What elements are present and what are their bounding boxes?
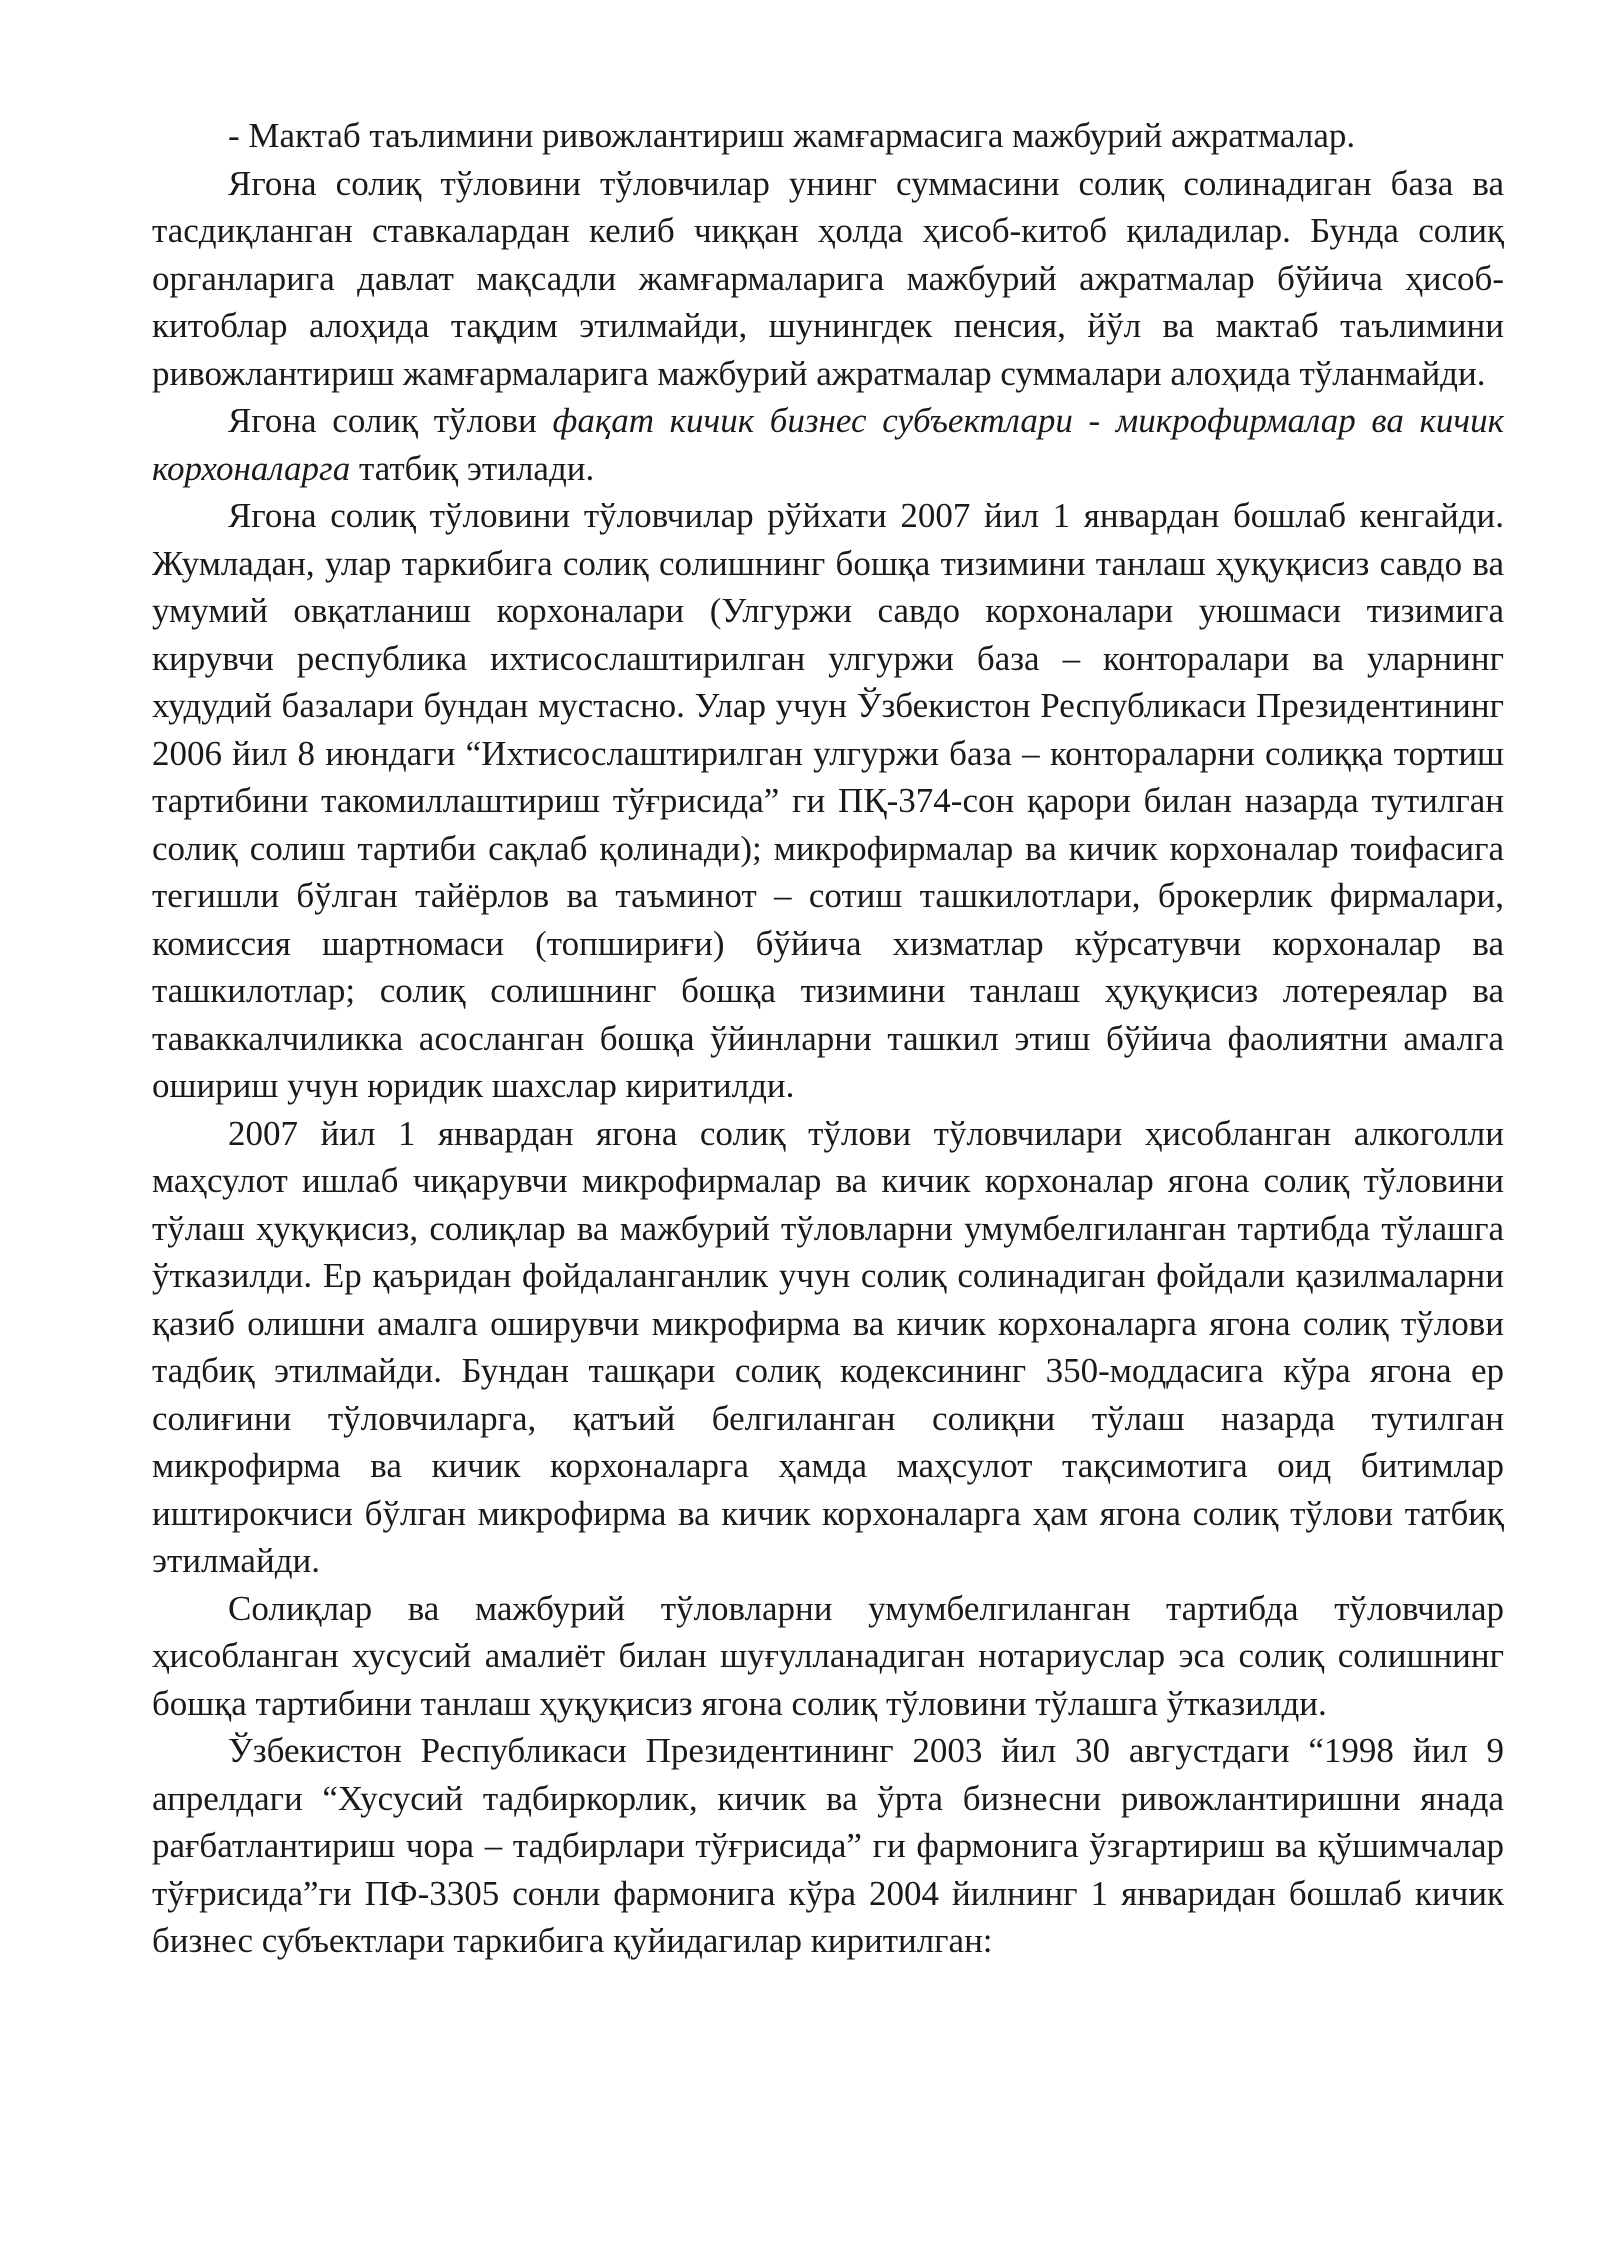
applicability-italic-text: фақат кичик бизнес субъектлари - микрофирмалар ва кичик корхоналарга <box>152 401 1504 488</box>
paragraph-payer-list: Ягона солиқ тўловини тўловчилар рўйхати 2007 йил 1 январдан бошлаб кенгайди. Жумладан, улар таркибига солиқ солишнинг бошқа тизимини танлаш ҳуқуқисиз савдо ва умумий овқатланиш корхоналари (Улгуржи савдо корхоналари уюшмаси тизимига кирувчи республика ихтисослаштирилган улгуржи база – конторалари ва уларнинг худудий базалари бундан мустасно. Улар учун Ўзбекистон Республикаси Президентининг 2006 йил 8 июндаги “Ихтисослаштирилган улгуржи база – конторaларни солиққа тортиш тартибини такомиллаштириш тўғрисида” ги ПҚ-374-сон қарори билан назарда тутилган солиқ солиш тартиби сақлаб қолинади); микрофирмалар ва кичик корхоналар тоифасига тегишли бўлган тайёрлов ва таъминот – сотиш ташкилотлари, брокерлик фирмалари, комиссия шартномаси (топшириғи) бўйича хизматлар кўрсатувчи корхоналар ва ташкилотлар; солиқ солишнинг бошқа тизимини танлаш ҳуқуқисиз лотереялар ва таваккалчиликка асосланган бошқа ўйинларни ташкил этиш бўйича фаолиятни амалга ошириш учун юридик шахслар киритилди. <box>152 496 1504 1105</box>
paragraph-applicability <box>152 397 1504 492</box>
document-page <box>152 112 1504 1965</box>
paragraph-school-fund: - Мактаб таълимини ривожлантириш жамғармасига мажбурий ажратмалар. <box>228 116 1356 155</box>
paragraph-decree: Ўзбекистон Республикаси Президентининг 2003 йил 30 августдаги “1998 йил 9 апрелдаги “Хусусий тадбиркорлик, кичик ва ўрта бизнесни ривожлантиришни янада рағбатлантириш чора – тадбирлари тўғрисида” ги фармонига ўзгартириш ва қўшимчалар тўғрисида”ги ПФ-3305 сонли фармонига кўра 2004 йилнинг 1 январидан бошлаб кичик бизнес субъектлари таркибига қуйидагилар киритилган: <box>152 1731 1504 1960</box>
paragraph-tax-calculation: Ягона солиқ тўловини тўловчилар унинг суммасини солиқ солинадиган база ва тасдиқланган ставкалардан келиб чиққан ҳолда ҳисоб-китоб қиладилар. Бунда солиқ органларига давлат мақсадли жамғармаларига мажбурий ажратмалар бўйича ҳисоб-китоблар алоҳида тақдим этилмайди, шунингдек пенсия, йўл ва мактаб таълимини ривожлантириш жамғармаларига мажбурий ажратмалар суммалари алоҳида тўланмайди. <box>152 163 1504 393</box>
paragraph-notaries: Солиқлар ва мажбурий тўловларни умумбелгиланган тартибда тўловчилар ҳисобланган хусусий амалиёт билан шуғулланадиган нотариуслар эса солиқ солишнинг бошқа тартибини танлаш ҳуқуқисиз ягона солиқ тўловини тўлашга ўтказилди. <box>152 1588 1504 1723</box>
applicability-tail-text: татбиқ этилади. <box>350 448 595 488</box>
applicability-lead-text: Ягона солиқ тўлови <box>228 401 553 440</box>
paragraph-alcohol-exclusion: 2007 йил 1 январдан ягона солиқ тўлови тўловчилари ҳисобланган алкоголли маҳсулот ишлаб чиқарувчи микрофирмалар ва кичик корхоналар ягона солиқ тўловини тўлаш ҳуқуқисиз, солиқлар ва мажбурий тўловларни умумбелгиланган тартибда тўлашга ўтказилди. Ер қаъридан фойдаланганлик учун солиқ солинадиган фойдали қазилмаларни қазиб олишни амалга оширувчи микрофирма ва кичик корхоналарга ягона солиқ тўлови тадбиқ этилмайди. Бундан ташқари солиқ кодексининг 350-моддасига кўра ягона ер солиғини тўловчиларга, қатъий белгиланган солиқни тўлаш назарда тутилган микрофирма ва кичик корхоналарга ҳамда маҳсулот тақсимотига оид битимлар иштирокчиси бўлган микрофирма ва кичик корхоналарга ҳам ягона солиқ тўлови татбиқ этилмайди. <box>152 1113 1504 1580</box>
